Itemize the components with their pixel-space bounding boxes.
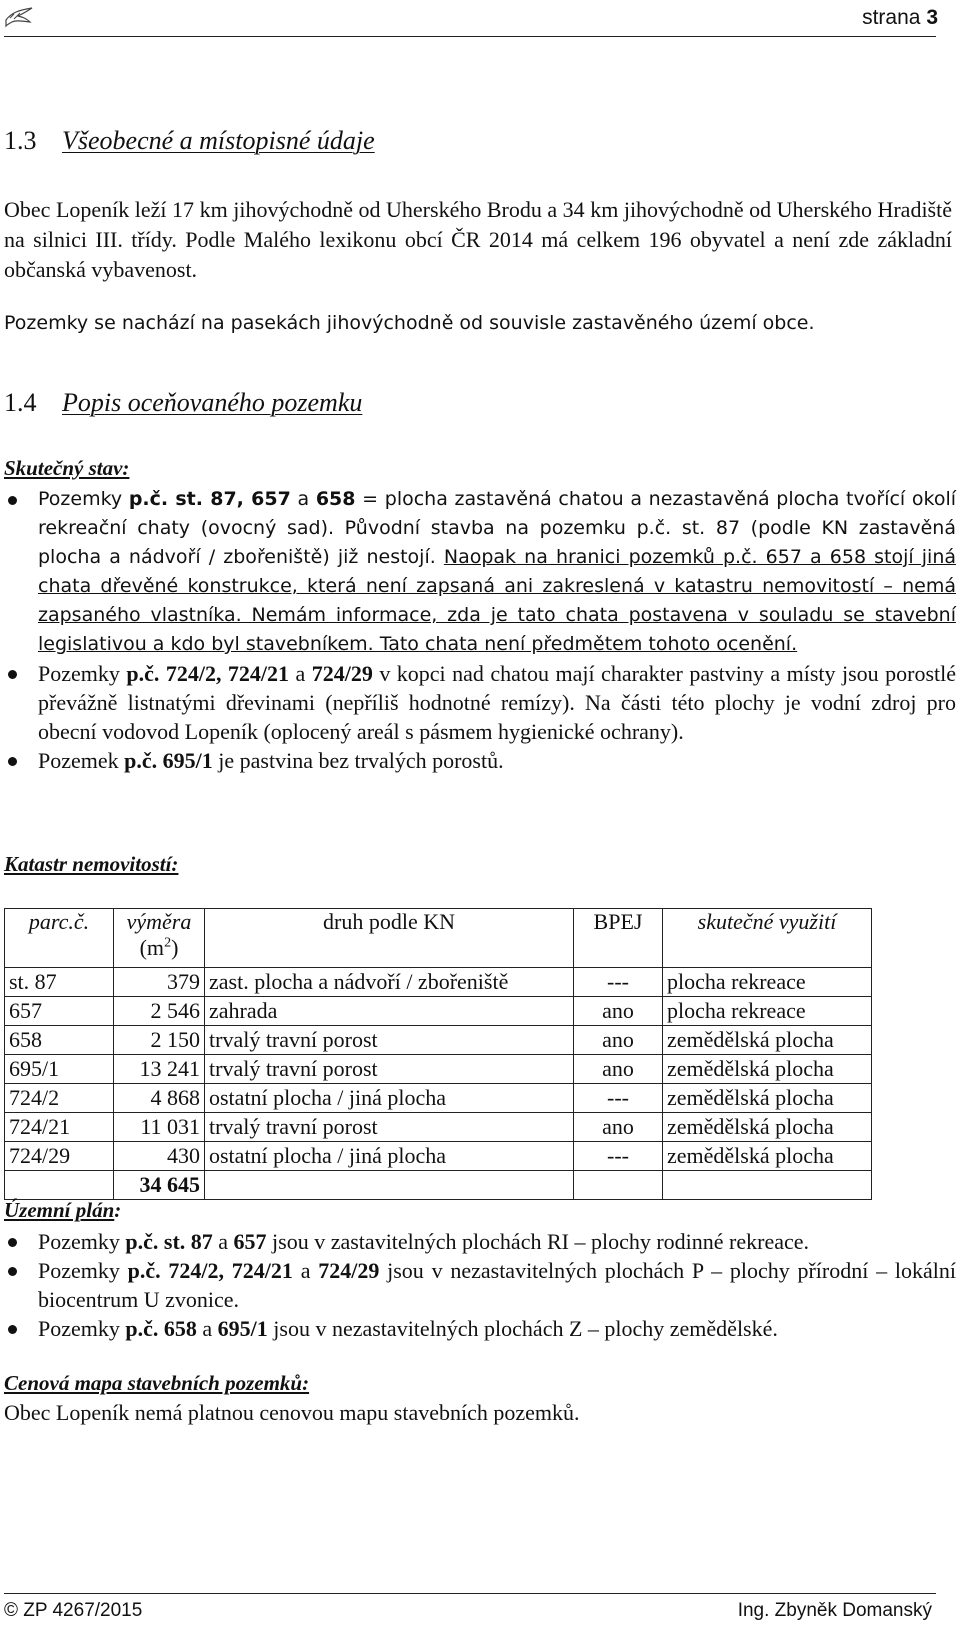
- footer-right: Ing. Zbyněk Domanský: [737, 1600, 932, 1621]
- cell-kind: zast. plocha a nádvoří / zbořeniště: [205, 968, 574, 997]
- header-rule: [4, 36, 936, 37]
- cell-usage: plocha rekreace: [663, 968, 872, 997]
- cell-parc: 724/29: [5, 1142, 114, 1171]
- cell-usage: zemědělská plocha: [663, 1113, 872, 1142]
- page-number: strana 3: [862, 6, 938, 29]
- cell-area: 11 031: [114, 1113, 205, 1142]
- cell-area: 379: [114, 968, 205, 997]
- cell-empty: [5, 1171, 114, 1200]
- header-kind: druh podle KN: [205, 909, 574, 968]
- header-usage: skutečné využití: [663, 909, 872, 968]
- cell-usage: zemědělská plocha: [663, 1084, 872, 1113]
- cell-total-area: 34 645: [114, 1171, 205, 1200]
- list-item: Pozemky p.č. 724/2, 724/21 a 724/29 jsou v nezastavitelných plochách P – plochy přírodní – lokální biocentrum U zvonice.: [4, 1256, 956, 1314]
- table-row: [5, 968, 872, 997]
- cell-kind: ostatní plocha / jiná plocha: [205, 1084, 574, 1113]
- cell-usage: zemědělská plocha: [663, 1142, 872, 1171]
- underlined-note: Naopak na hranici pozemků p.č. 657 a 658 stojí jiná chata dřevěné konstrukce, která není zapsaná ani zakreslená v katastru nemovitostí – nemá zapsaného vlastníka. Nemám informace, zda je tato chata postavena v souladu se stavební legislativou a kdo byl stavebníkem. Tato chata není předmětem tohoto ocenění.: [38, 546, 957, 655]
- cell-parc: 695/1: [5, 1055, 114, 1084]
- cell-bpej: ano: [574, 1113, 663, 1142]
- cell-parc: st. 87: [5, 968, 114, 997]
- list-item: Pozemky p.č. 658 a 695/1 jsou v nezastavitelných plochách Z – plochy zemědělské.: [4, 1314, 956, 1343]
- header-area: výměra $(m^2)$: [114, 909, 205, 968]
- cell-area: 430: [114, 1142, 205, 1171]
- list-item: Pozemky p.č. st. 87 a 657 jsou v zastavitelných plochách RI – plochy rodinné rekreace.: [4, 1227, 956, 1256]
- cell-bpej: ano: [574, 997, 663, 1026]
- cell-parc: 724/2: [5, 1084, 114, 1113]
- state-bullet-list: [4, 485, 956, 775]
- cell-usage: zemědělská plocha: [663, 1026, 872, 1055]
- paragraph-location: Obec Lopeník leží 17 km jihovýchodně od Uherského Brodu a 34 km jihovýchodně od Uherského Hradiště na silnici III. třídy. Podle Malého lexikonu obcí ČR 2014 má celkem 196 obyvatel a není zde základní občanská vybavenost.: [4, 197, 952, 282]
- cell-bpej: ---: [574, 1142, 663, 1171]
- cell-kind: zahrada: [205, 997, 574, 1026]
- table-row: [5, 1084, 872, 1113]
- zoning-plan-label: Územní plán:: [4, 1198, 122, 1222]
- cell-area: 2 546: [114, 997, 205, 1026]
- cell-area: 4 868: [114, 1084, 205, 1113]
- cell-kind: trvalý travní porost: [205, 1026, 574, 1055]
- table-row: [5, 1055, 872, 1084]
- cell-kind: ostatní plocha / jiná plocha: [205, 1142, 574, 1171]
- table-total-row: [5, 1171, 872, 1200]
- table-header-row: [5, 909, 872, 968]
- cell-parc: 724/21: [5, 1113, 114, 1142]
- price-map-label: Cenová mapa stavebních pozemků:: [4, 1371, 310, 1395]
- header-parc: parc.č.: [5, 909, 114, 968]
- table-row: [5, 1026, 872, 1055]
- cell-area: 13 241: [114, 1055, 205, 1084]
- list-item: Pozemek p.č. 695/1 je pastvina bez trvalých porostů.: [4, 746, 956, 775]
- cell-usage: zemědělská plocha: [663, 1055, 872, 1084]
- cell-empty: [205, 1171, 574, 1200]
- list-item: Pozemky p.č. 724/2, 724/21 a 724/29 v kopci nad chatou mají charakter pastviny a místy jsou porostlé převážně listnatými dřevinami (nepříliš hodnotné remízy). Na části této plochy je vodní zdroj pro obecní vodovod Lopeník (oplocený areál s pásmem hygienické ochrany).: [4, 659, 956, 746]
- cell-empty: [574, 1171, 663, 1200]
- footer-left: © ZP 4267/2015: [4, 1600, 143, 1621]
- section-heading-1-4: 1.4 Popis oceňovaného pozemku: [4, 388, 363, 417]
- cell-bpej: ano: [574, 1026, 663, 1055]
- table-row: [5, 997, 872, 1026]
- cell-parc: 658: [5, 1026, 114, 1055]
- cell-kind: trvalý travní porost: [205, 1113, 574, 1142]
- cell-bpej: ano: [574, 1055, 663, 1084]
- footer-rule: [4, 1593, 936, 1594]
- cadastre-table: [4, 908, 872, 1200]
- table-row: [5, 1142, 872, 1171]
- price-map-text: Obec Lopeník nemá platnou cenovou mapu stavebních pozemků.: [4, 1400, 580, 1425]
- actual-state-label: Skutečný stav:: [4, 456, 130, 480]
- header-bpej: BPEJ: [574, 909, 663, 968]
- cell-bpej: ---: [574, 1084, 663, 1113]
- cadastre-label: Katastr nemovitostí:: [4, 852, 179, 876]
- cell-usage: plocha rekreace: [663, 997, 872, 1026]
- section-heading-1-3: 1.3 Všeobecné a místopisné údaje: [4, 126, 375, 155]
- cell-parc: 657: [5, 997, 114, 1026]
- cell-area: 2 150: [114, 1026, 205, 1055]
- paragraph-land-location: Pozemky se nachází na pasekách jihovýchodně od souvisle zastavěného území obce.: [4, 312, 815, 334]
- table-row: [5, 1113, 872, 1142]
- cell-bpej: ---: [574, 968, 663, 997]
- cell-empty: [663, 1171, 872, 1200]
- bird-logo-icon: [4, 4, 34, 28]
- zoning-bullet-list: [4, 1227, 956, 1343]
- list-item: Pozemky p.č. st. 87, 657 a 658 = plocha zastavěná chatou a nezastavěná plocha tvořící okolí rekreační chaty (ovocný sad). Původní stavba na pozemku p.č. st. 87 (podle KN zastavěná plocha a nádvoří / zbořeniště) již nestojí. Naopak na hranici pozemků p.č. 657 a 658 stojí jiná chata dřevěné konstrukce, která není zapsaná ani zakreslená v katastru nemovitostí – nemá zapsaného vlastníka. Nemám informace, zda je tato chata postavena v souladu se stavební legislativou a kdo byl stavebníkem. Tato chata není předmětem tohoto ocenění.: [4, 485, 956, 659]
- cell-kind: trvalý travní porost: [205, 1055, 574, 1084]
